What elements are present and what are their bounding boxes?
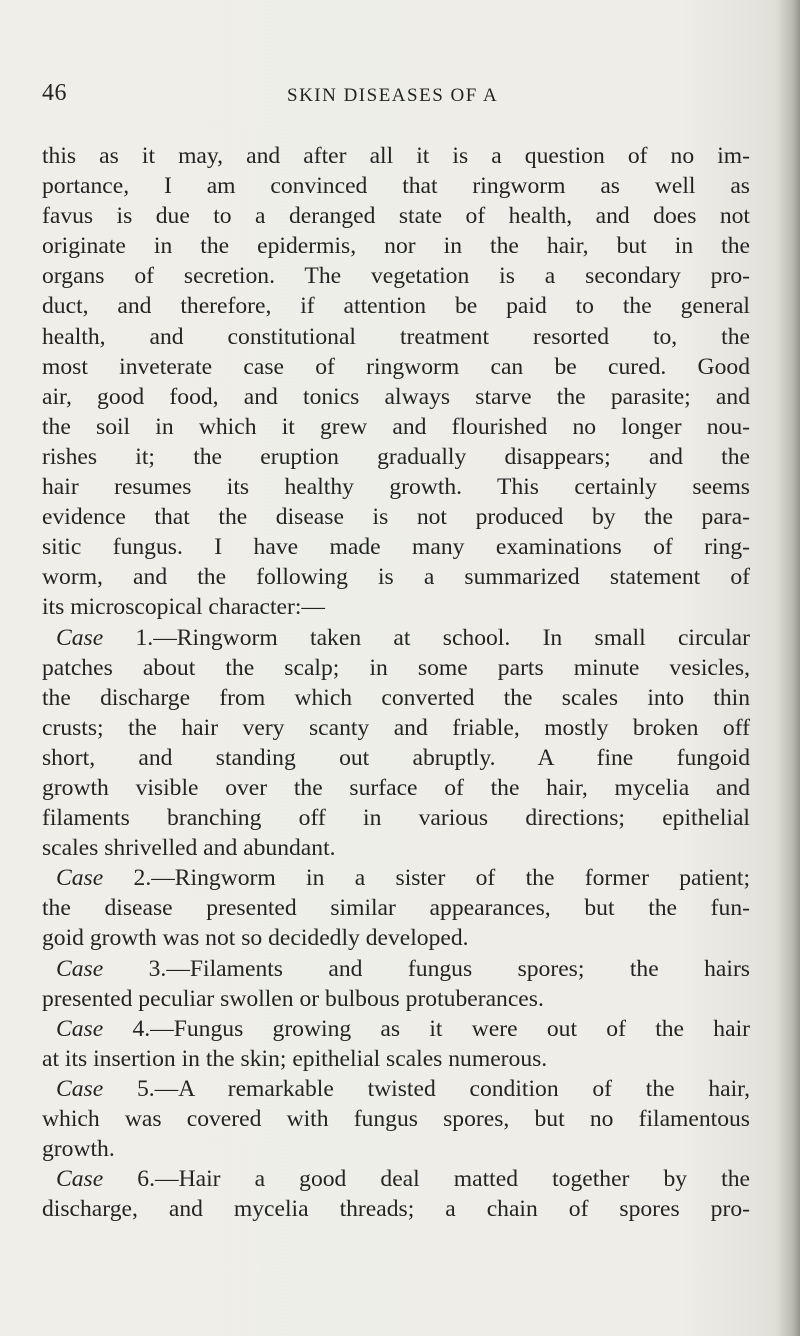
case-text: 5.—A remarkable twisted condition of the hair, [136, 1075, 750, 1102]
case-text: 4.—Fungus growing as it were out of the hair [132, 1015, 750, 1042]
text-line: its microscopical character:— [42, 594, 325, 621]
text-line: short, and standing out abruptly. A fine fungoid [42, 744, 750, 771]
text-line: air, good food, and tonics always starve the parasite; and [42, 383, 750, 410]
case-label: Case [56, 1015, 104, 1042]
text-line: evidence that the disease is not produced by the para- [42, 504, 750, 531]
text-line: portance, I am convinced that ringworm as well as [42, 173, 750, 200]
text-line: patches about the scalp; in some parts minute vesicles, [42, 654, 750, 681]
case-label: Case [56, 1075, 104, 1102]
text-line: at its insertion in the skin; epithelial scales numerous. [42, 1045, 548, 1072]
case-text: 2.—Ringworm in a sister of the former patient; [133, 865, 751, 892]
case-line [42, 623, 750, 653]
text-line: hair resumes its healthy growth. This certainly seems [42, 474, 750, 501]
case-label: Case [56, 624, 104, 651]
case-label: Case [56, 1166, 104, 1193]
text-line: the discharge from which converted the scales into thin [42, 684, 750, 711]
page-number: 46 [42, 80, 67, 106]
text-line: the disease presented similar appearances, but the fun- [42, 895, 750, 922]
text-line: rishes it; the eruption gradually disappears; and the [42, 443, 750, 470]
text-line: duct, and therefore, if attention be paid to the general [42, 293, 750, 320]
case-label: Case [56, 955, 104, 982]
case-line [42, 863, 750, 893]
case-text: 3.—Filaments and fungus spores; the hairs [148, 955, 750, 982]
text-line: the soil in which it grew and flourished no longer nou- [42, 413, 750, 440]
case-line [42, 1164, 750, 1194]
text-line: growth. [42, 1136, 115, 1163]
text-line: goid growth was not so decidedly developed. [42, 925, 469, 952]
text-line: this as it may, and after all it is a question of no im- [42, 143, 750, 169]
text-line: favus is due to a deranged state of health, and does not [42, 203, 750, 230]
text-line: health, and constitutional treatment resorted to, the [42, 323, 750, 350]
case-text: 1.—Ringworm taken at school. In small circular [135, 624, 750, 651]
text-line: originate in the epidermis, nor in the hair, but in the [42, 233, 750, 260]
text-line: worm, and the following is a summarized statement of [42, 564, 750, 591]
text-line: filaments branching off in various directions; epithelial [42, 805, 750, 832]
case-label: Case [56, 865, 104, 892]
text-line: most inveterate case of ringworm can be cured. Good [42, 353, 750, 380]
running-head: SKIN DISEASES OF A [287, 85, 499, 106]
body-text [42, 141, 750, 1224]
text-line: discharge, and mycelia threads; a chain of spores pro- [42, 1196, 750, 1223]
text-line: scales shrivelled and abundant. [42, 835, 336, 862]
case-line [42, 1074, 750, 1104]
text-line: growth visible over the surface of the hair, mycelia and [42, 774, 750, 801]
text-line: organs of secretion. The vegetation is a secondary pro- [42, 263, 750, 290]
text-line: presented peculiar swollen or bulbous protuberances. [42, 985, 544, 1012]
case-line [42, 1014, 750, 1044]
case-text: 6.—Hair a good deal matted together by the [137, 1166, 750, 1193]
text-line: crusts; the hair very scanty and friable, mostly broken off [42, 714, 750, 741]
text-line: which was covered with fungus spores, but no filamentous [42, 1106, 750, 1132]
page-edge-shadow [778, 0, 800, 1336]
text-line: sitic fungus. I have made many examinations of ring- [42, 534, 750, 561]
page-header [42, 80, 742, 110]
case-line [42, 954, 750, 984]
